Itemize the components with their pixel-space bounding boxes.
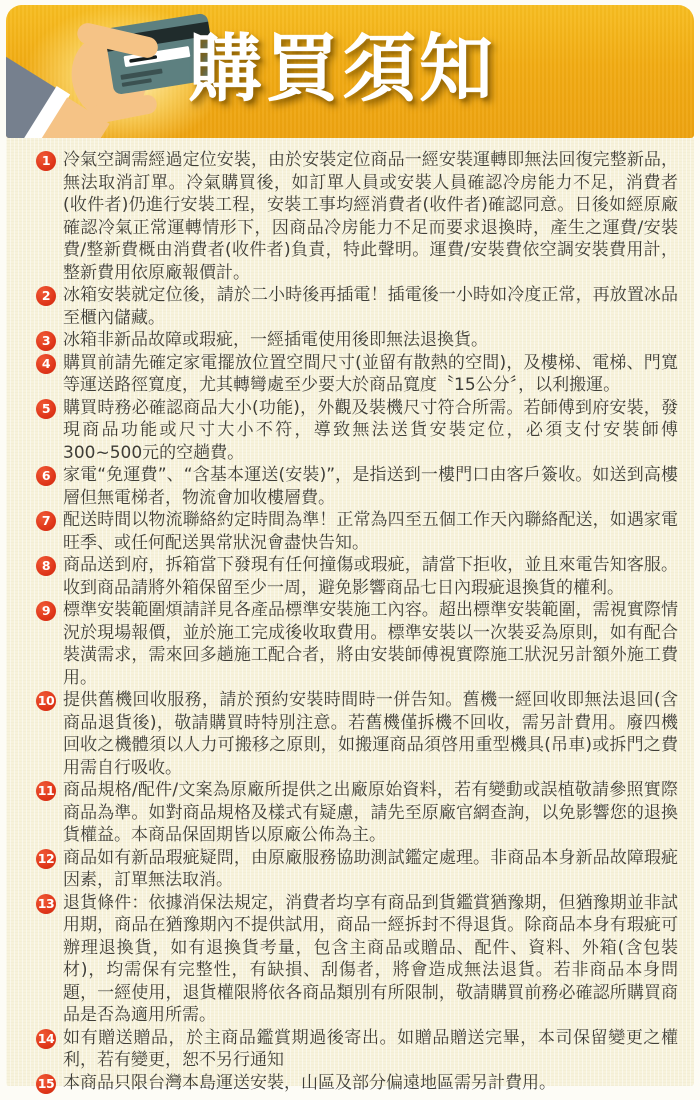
item-number-badge: 8 <box>36 556 56 576</box>
notice-item <box>36 284 678 329</box>
item-text: 商品規格/配件/文案為原廠所提供之出廠原始資料，若有變動或誤植敬請參照實際商品為準。如對商品規格及樣式有疑慮，請先至原廠官網查詢，以免影響您的退換貨權益。本商品保固期皆以原廠公佈為主。 <box>63 780 678 845</box>
item-number-badge: 13 <box>36 894 56 914</box>
notice-list <box>6 138 694 1093</box>
notice-item <box>36 892 678 1027</box>
item-text: 商品送到府，拆箱當下發現有任何撞傷或瑕疵，請當下拒收，並且來電告知客服。收到商品請將外箱保留至少一周，避免影響商品七日內瑕疵退換貨的權利。 <box>63 555 678 598</box>
item-number-badge: 1 <box>36 151 56 171</box>
item-text: 家電“免運費”、“含基本運送(安裝)”，是指送到一樓門口由客戶簽收。如送到高樓層但無電梯者，物流會加收樓層費。 <box>63 465 678 508</box>
header-banner <box>6 5 694 138</box>
notice-item <box>36 1072 678 1095</box>
item-number-badge: 7 <box>36 511 56 531</box>
item-text: 如有贈送贈品，於主商品鑑賞期過後寄出。如贈品贈送完畢，本司保留變更之權利，若有變更，恕不另行通知 <box>63 1027 678 1070</box>
item-text: 冷氣空調需經過定位安裝，由於安裝定位商品一經安裝運轉即無法回復完整新品，無法取消訂單。冷氣購買後，如訂單人員或安裝人員確認冷房能力不足，消費者(收件者)仍進行安裝工程，安裝工事均經消費者(收件者)確認同意。日後如經原廠確認冷氣正常運轉情形下，因商品冷房能力不足而要求退換時，產生之運費/安裝費/整新費概由消費者(收件者)負責，特此聲明。運費/安裝費依空調安裝費用計，整新費用依原廠報價計。 <box>63 150 678 283</box>
item-number-badge: 5 <box>36 399 56 419</box>
item-text: 提供舊機回收服務，請於預約安裝時間時一併告知。舊機一經回收即無法退回(含商品退貨後)，敬請購買時特別注意。若舊機僅拆機不回收，需另計費用。廢四機回收之機體須以人力可搬移之原則，如搬運商品須啓用重型機具(吊車)或拆門之費用需自行吸收。 <box>63 690 678 778</box>
item-text: 退貨條件：依據消保法規定，消費者均享有商品到貨鑑賞猶豫期，但猶豫期並非試用期，商品在猶豫期內不提供試用，商品一經拆封不得退貨。除商品本身有瑕疵可辦理退換貨，如有退換貨考量，包含主商品或贈品、配件、資料、外箱(含包裝材)，均需保有完整性，有缺損、刮傷者，將會造成無法退貨。若非商品本身問題，一經使用，退貨權限將依各商品類別有所限制，敬請購買前務必確認所購買商品是否為適用所需。 <box>63 892 678 1025</box>
item-text: 購買時務必確認商品大小(功能)，外觀及裝機尺寸符合所需。若師傅到府安裝，發現商品功能或尺寸大小不符，導致無法送貨安裝定位，必須支付安裝師傅300~500元的空趟費。 <box>63 397 678 463</box>
item-number-badge: 14 <box>36 1029 56 1049</box>
item-text: 本商品只限台灣本島運送安裝，山區及部分偏遠地區需另計費用。 <box>63 1072 556 1093</box>
item-number-badge: 3 <box>36 331 56 351</box>
hand-holding-credit-card-icon <box>6 5 211 138</box>
item-text: 商品如有新品瑕疵疑問，由原廠服務協助測試鑑定處理。非商品本身新品故障瑕疵因素，訂單無法取消。 <box>63 847 678 890</box>
notice-item <box>36 554 678 599</box>
item-number-badge: 15 <box>36 1074 56 1094</box>
notice-item <box>36 1027 678 1072</box>
notice-item <box>36 779 678 847</box>
item-text: 冰箱非新品故障或瑕疵，一經插電使用後即無法退換貨。 <box>63 330 488 350</box>
notice-item <box>36 329 678 352</box>
item-text: 標準安裝範圍煩請詳見各產品標準安裝施工內容。超出標準安裝範圍，需視實際情況於現場報價，並於施工完成後收取費用。標準安裝以一次裝妥為原則，如有配合裝潢需求，需來回多趟施工配合者，將由安裝師傅視實際施工狀況另計額外施工費用。 <box>63 600 678 688</box>
item-number-badge: 2 <box>36 286 56 306</box>
page-title: 購買須知 <box>188 26 496 112</box>
notice-item <box>36 509 678 554</box>
item-number-badge: 10 <box>36 691 56 711</box>
item-number-badge: 6 <box>36 466 56 486</box>
notice-item <box>36 149 678 284</box>
notice-item <box>36 599 678 689</box>
notice-item <box>36 464 678 509</box>
notice-item <box>36 847 678 892</box>
notice-item <box>36 689 678 779</box>
notice-item <box>36 352 678 397</box>
notice-item <box>36 397 678 465</box>
item-text: 購買前請先確定家電擺放位置空間尺寸(並留有散熱的空間)，及樓梯、電梯、門寬等運送路徑寬度，尤其轉彎處至少要大於商品寬度〝15公分〞，以利搬運。 <box>63 352 678 395</box>
item-number-badge: 9 <box>36 601 56 621</box>
item-text: 冰箱安裝就定位後，請於二小時後再插電！插電後一小時如冷度正常，再放置冰品至櫃內儲藏。 <box>63 285 678 328</box>
item-number-badge: 4 <box>36 354 56 374</box>
item-text: 配送時間以物流聯絡約定時間為準！正常為四至五個工作天內聯絡配送，如遇家電旺季、或任何配送異常狀況會盡快告知。 <box>63 510 678 553</box>
item-number-badge: 12 <box>36 849 56 869</box>
item-number-badge: 11 <box>36 781 56 801</box>
